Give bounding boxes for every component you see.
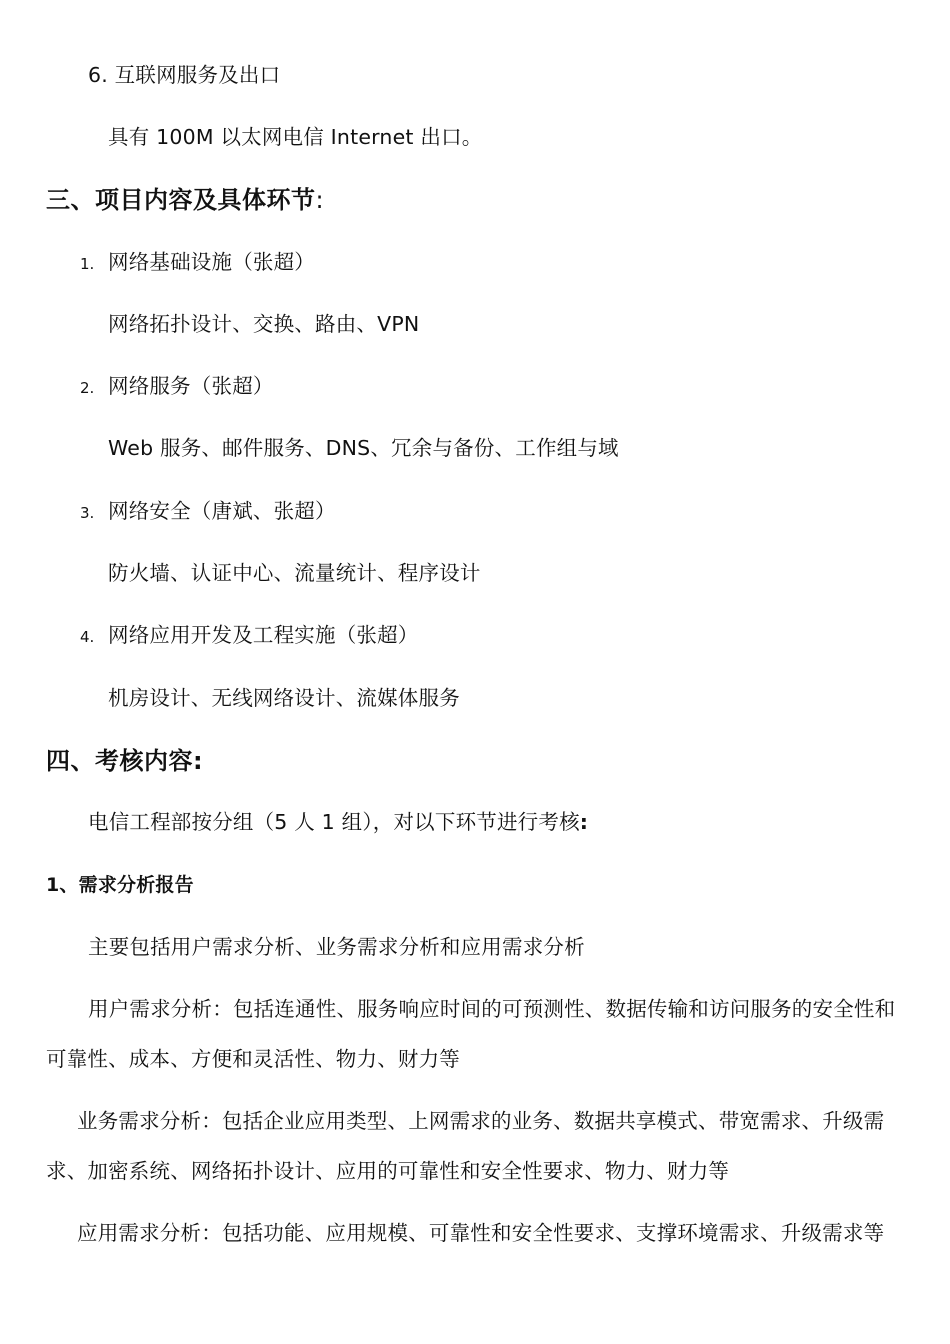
section-4-intro-colon: : [579,810,589,834]
item-1-number: 1. [80,255,95,273]
item-3-detail: 防火墙、认证中心、流量统计、程序设计 [108,561,481,585]
item-4-detail: 机房设计、无线网络设计、流媒体服务 [108,686,460,710]
item-2-number: 2. [80,379,95,397]
user-requirements-line-2: 可靠性、成本、方便和灵活性、物力、财力等 [46,1047,460,1071]
item-3-title: 网络安全（唐斌、张超） [108,499,336,523]
section-3-heading [46,186,324,214]
item-1-detail: 网络拓扑设计、交换、路由、VPN [108,312,420,336]
section-3-heading-text: 三、项目内容及具体环节 [46,186,316,214]
business-requirements-line-2: 求、加密系统、网络拓扑设计、应用的可靠性和安全性要求、物力、财力等 [46,1159,730,1183]
item-4-number: 4. [80,628,95,646]
business-requirements-line-1: 业务需求分析：包括企业应用类型、上网需求的业务、数据共享模式、带宽需求、升级需 [77,1109,885,1133]
subsection-1-heading: 1、需求分析报告 [46,874,194,896]
application-requirements-line-1: 应用需求分析：包括功能、应用规模、可靠性和安全性要求、支撑环境需求、升级需求等 [77,1221,885,1245]
section-4-heading: 四、考核内容: [46,747,204,775]
user-requirements-line-1: 用户需求分析：包括连通性、服务响应时间的可预测性、数据传输和访问服务的安全性和 [88,997,896,1021]
item-1-title: 网络基础设施（张超） [108,250,315,274]
item-3-number: 3. [80,504,95,522]
item-2-title: 网络服务（张超） [108,374,274,398]
item-2-detail: Web 服务、邮件服务、DNS、冗余与备份、工作组与域 [108,436,619,460]
section-3-heading-colon: : [315,186,325,214]
requirements-summary: 主要包括用户需求分析、业务需求分析和应用需求分析 [88,935,585,959]
section-6-heading: 6. 互联网服务及出口 [88,63,281,87]
section-6-text: 具有 100M 以太网电信 Internet 出口。 [108,125,483,149]
section-4-intro-text: 电信工程部按分组（5 人 1 组），对以下环节进行考核 [88,810,580,834]
section-4-intro [88,808,588,836]
item-4-title: 网络应用开发及工程实施（张超） [108,623,419,647]
